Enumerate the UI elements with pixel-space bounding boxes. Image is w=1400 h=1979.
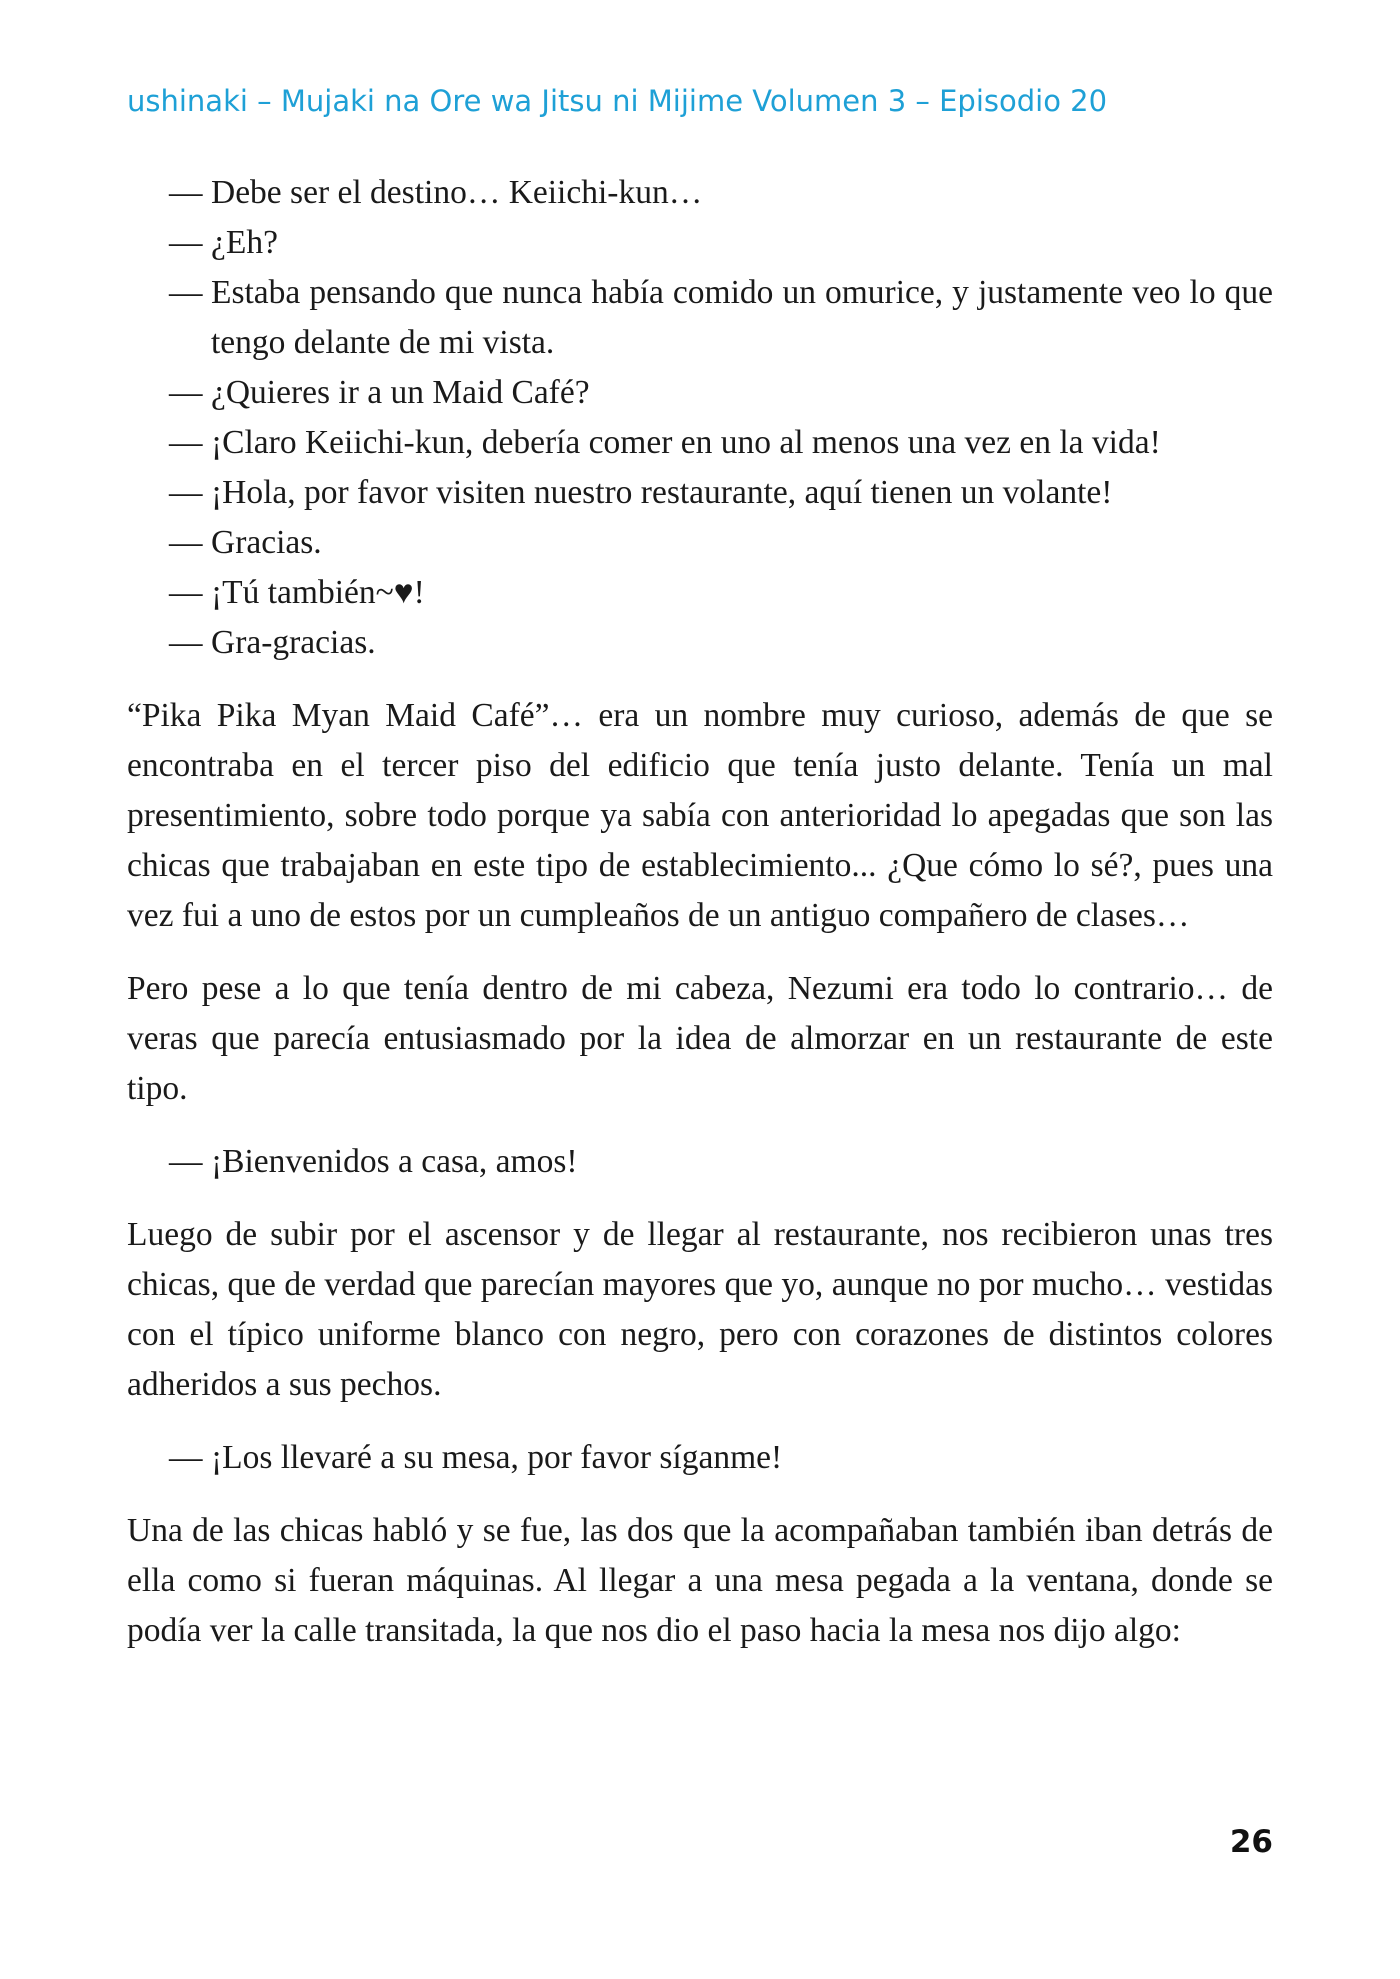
body-text [127, 168, 1273, 1656]
narrative-paragraph: Pero pese a lo que tenía dentro de mi cabeza, Nezumi era todo lo contrario… de veras que parecía entusiasmado por la idea de almorzar en un restaurante de este tipo. [127, 970, 1273, 1107]
dialog-line [127, 568, 1273, 618]
dialog-dash: — [169, 174, 203, 211]
dialog-text: ¡Los llevaré a su mesa, por favor síganme! [211, 1439, 783, 1476]
running-header: ushinaki – Mujaki na Ore wa Jitsu ni Mijime Volumen 3 – Episodio 20 [127, 84, 1108, 118]
dialog-line [127, 168, 1273, 218]
dialog-line [127, 518, 1273, 568]
dialog-line [127, 268, 1273, 368]
dialog-dash: — [169, 274, 203, 311]
dialog-line [127, 418, 1273, 468]
page-number: 26 [1229, 1824, 1273, 1860]
dialog-text: Debe ser el destino… Keiichi-kun… [211, 174, 703, 211]
narrative-paragraph: Una de las chicas habló y se fue, las dos que la acompañaban también iban detrás de ella como si fueran máquinas. Al llegar a una mesa pegada a la ventana, donde se podía ver la calle transitada, la que nos dio el paso hacia la mesa nos dijo algo: [127, 1512, 1273, 1649]
dialog-dash: — [169, 224, 203, 261]
dialog-text: ¡Claro Keiichi-kun, debería comer en uno al menos una vez en la vida! [211, 424, 1161, 461]
dialog-dash: — [169, 1439, 203, 1476]
dialog-line [127, 368, 1273, 418]
dialog-line [127, 468, 1273, 518]
dialog-line [127, 618, 1273, 668]
dialog-line [127, 218, 1273, 268]
dialog-text: ¡Bienvenidos a casa, amos! [211, 1143, 578, 1180]
dialog-dash: — [169, 574, 203, 611]
dialog-text: Estaba pensando que nunca había comido un omurice, y justamente veo lo que tengo delante de mi vista. [211, 274, 1273, 361]
dialog-text: ¡Hola, por favor visiten nuestro restaurante, aquí tienen un volante! [211, 474, 1113, 511]
dialog-dash: — [169, 1143, 203, 1180]
dialog-dash: — [169, 524, 203, 561]
narrative-paragraph: Luego de subir por el ascensor y de llegar al restaurante, nos recibieron unas tres chicas, que de verdad que parecían mayores que yo, aunque no por mucho… vestidas con el típico uniforme blanco con negro, pero con corazones de distintos colores adheridos a sus pechos. [127, 1216, 1273, 1403]
dialog-text: ¡Tú también~♥! [211, 574, 425, 611]
narrative-paragraph: “Pika Pika Myan Maid Café”… era un nombre muy curioso, además de que se encontraba en el tercer piso del edificio que tenía justo delante. Tenía un mal presentimiento, sobre todo porque ya sabía con anterioridad lo apegadas que son las chicas que trabajaban en este tipo de establecimiento... ¿Que cómo lo sé?, pues una vez fui a uno de estos por un cumpleaños de un antiguo compañero de clases… [127, 697, 1273, 934]
dialog-dash: — [169, 374, 203, 411]
dialog-line [127, 1137, 1273, 1187]
dialog-dash: — [169, 424, 203, 461]
dialog-text: ¿Quieres ir a un Maid Café? [211, 374, 590, 411]
dialog-dash: — [169, 474, 203, 511]
dialog-text: ¿Eh? [211, 224, 278, 261]
dialog-text: Gra-gracias. [211, 624, 376, 661]
dialog-dash: — [169, 624, 203, 661]
dialog-text: Gracias. [211, 524, 322, 561]
dialog-line [127, 1433, 1273, 1483]
